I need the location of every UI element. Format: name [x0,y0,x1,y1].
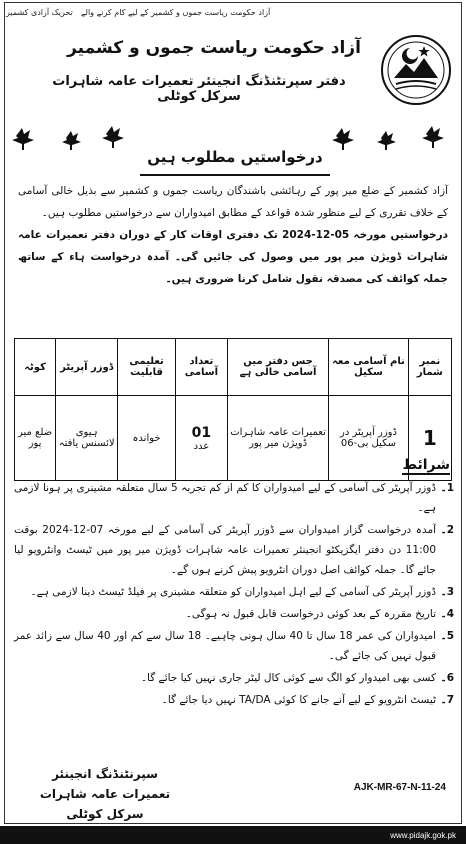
table-header: کوٹہ [15,339,56,396]
signature-office: تعمیرات عامہ شاہرات سرکل کوٹلی [39,787,171,821]
conditions-list [14,478,454,712]
ad-title: درخواستیں مطلوب ہیں [140,148,330,176]
table-header-row [15,339,452,396]
post-office: تعمیرات عامہ شاہرات ڈویژن میر پور [227,396,328,481]
condition-text: ٹیسٹ انٹرویو کے لیے آنے جانے کا کوئی TA/DA نہیں دیا جائے گا۔ [161,694,436,706]
top-ribbon [6,4,460,20]
government-title: آزاد حکومت ریاست جموں و کشمیر [67,38,361,58]
conditions-heading: شرائط [402,457,450,473]
post-count: 01 [191,424,212,441]
list-item [14,582,454,602]
table-header: نام آسامی معہ سکیل [329,339,409,396]
condition-number: 5۔ [440,630,454,642]
list-item [14,668,454,688]
condition-number: 4۔ [440,608,454,620]
condition-number: 1۔ [440,482,454,494]
list-item [14,478,454,518]
footer-bar [0,826,466,844]
table-header: جس دفتر میں آسامی خالی ہے [227,339,328,396]
condition-text: ڈوزر آپریٹر کی آسامی کے لیے امیدواران کا کم از کم تجربہ 5 سال متعلقہ مشینری پر ہونا لازمی ہے۔ [14,482,437,514]
posts-table [14,338,452,481]
condition-number: 7۔ [440,694,454,706]
list-item [14,690,454,710]
post-name: ڈوزر آپریٹر در سکیل بی-06 [329,396,409,481]
signature-title: سپرنٹنڈنگ انجینئر [52,767,158,781]
table-header: تعلیمی قابلیت [118,339,176,396]
post-count-cell [175,396,227,481]
license-requirement: ہیوی لائسنس یافتہ [56,396,118,481]
education: خواندہ [118,396,176,481]
list-item [14,520,454,580]
post-count-unit: عدد [193,440,210,452]
header [6,24,460,120]
government-emblem-icon [380,34,452,106]
table-header: نمبر شمار [408,339,451,396]
condition-number: 6۔ [440,672,454,684]
condition-text: تاریخ مقررہ کے بعد کوئی درخواست قابل قبول نہ ہوگی۔ [185,608,436,620]
office-title: دفتر سپرنٹنڈنگ انجینئر تعمیرات عامہ شاہرات سرکل کوٹلی [52,74,346,104]
ribbon-left-text: آزاد حکومت ریاست جموں و کشمیر کے لیے کام کرنے والے [80,7,271,17]
intro-text [18,180,448,290]
footer-url[interactable]: www.pidajk.gok.pk [390,830,456,840]
condition-text: ڈوزر آپریٹر کی آسامی کے لیے اہل امیدواران کو متعلقہ مشینری پر فیلڈ ٹیسٹ دینا لازمی ہے۔ [30,586,436,598]
condition-text: امیدواران کی عمر 18 سال تا 40 سال ہونی چاہیے۔ 18 سال سے کم اور 40 سال سے زائد عمر قبول نہیں کی جائے گی۔ [14,630,436,662]
reference-number: AJK-MR-67-N-11-24 [353,782,446,793]
signature-block [30,764,180,824]
condition-number: 3۔ [440,586,454,598]
table-row [15,396,452,481]
intro-paragraph-1: آزاد کشمیر کے ضلع میر پور کے رہائشی باشندگان ریاست جموں و کشمیر سے بذیل خالی آسامی کے خلاف تقرری کے لیے منظور شدہ قواعد کے مطابق امیدواران سے درخواستیں مطلوب ہیں۔ [18,185,448,219]
quota: ضلع میر پور [15,396,56,481]
table-header: تعداد آسامی [175,339,227,396]
condition-text: کسی بھی امیدوار کو الگ سے کوئی کال لیٹر جاری نہیں کیا جائے گا۔ [140,672,436,684]
ribbon-right-text: تحریک آزادی کشمیر [6,7,73,17]
list-item [14,626,454,666]
condition-text: آمدہ درخواست گزار امیدواران سے ڈوزر آپریٹر کی آسامی کے لیے مورخہ 07-12-2024 بوقت 11:00 دن دفتر ایگزیکٹو انجینئر تعمیرات عامہ شاہرات ڈویژن میر پور میں ٹیسٹ وانٹرویو لیا جائے گا۔ جملہ کوائف اصل دوران انٹرویو پیش کرنے ہوں گے۔ [14,524,436,576]
list-item [14,604,454,624]
row-number: 1 [408,396,451,481]
intro-paragraph-2: درخواستیں مورخہ 05-12-2024 تک دفتری اوقات کار کے دوران دفتر تعمیرات عامہ شاہرات ڈویژن میر پور میں وصول کی جائیں گی۔ آمدہ درخواست ہاء کے ساتھ جملہ کوائف کی مصدقہ نقول شامل کرنا ضروری ہیں۔ [18,229,448,285]
table-header: ڈوزر آپریٹر [56,339,118,396]
condition-number: 2۔ [440,524,454,536]
